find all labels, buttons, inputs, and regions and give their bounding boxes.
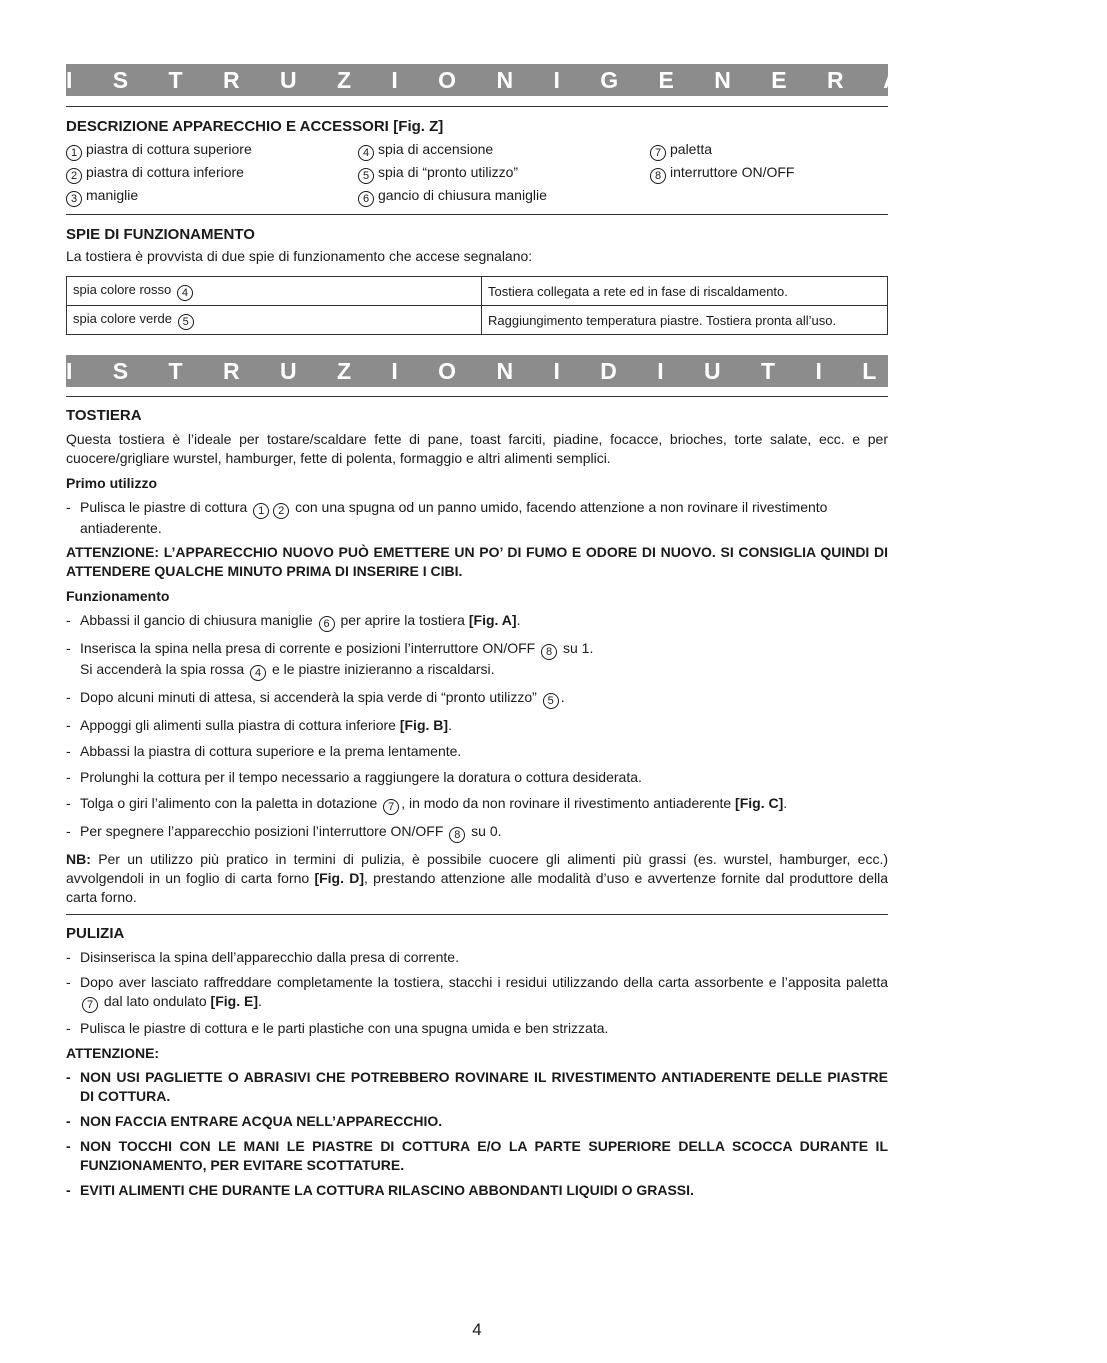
table-row: [67, 277, 888, 306]
list-text: Prolunghi la cottura per il tempo necessario a raggiungere la doratura o cottura desiderata.: [80, 769, 642, 785]
fig-ref: [Fig. D]: [314, 870, 365, 886]
list-dash: -: [66, 499, 71, 515]
number-badge: 7: [383, 799, 399, 815]
fig-ref: [Fig. Z]: [393, 118, 444, 135]
list-dash: -: [66, 974, 71, 990]
number-badge: 5: [178, 314, 194, 330]
list-text: Per spegnere l’apparecchio posizioni l’interruttore ON/OFF: [80, 823, 444, 839]
accessory-item: [358, 138, 650, 161]
list-dash: -: [66, 795, 71, 811]
pulizia-heading: PULIZIA: [66, 925, 125, 942]
accessory-item: [358, 161, 650, 184]
list-text: su 1.: [562, 640, 594, 656]
list-dash: -: [66, 640, 71, 656]
list-item: [66, 742, 888, 761]
primo-utilizzo-heading: Primo utilizzo: [66, 475, 157, 491]
list-text: per aprire la tostiera: [340, 612, 465, 628]
accessory-label: interruttore ON/OFF: [670, 164, 795, 180]
spia-label: spia colore verde: [73, 310, 172, 326]
list-item: [66, 973, 888, 1013]
divider: [66, 214, 888, 215]
list-text: con una spugna od un panno umido, facendo attenzione a non rovinare il rivestimento antiaderente.: [80, 499, 828, 536]
list-dash: -: [66, 717, 71, 733]
number-badge: 8: [650, 168, 666, 184]
number-badge: 6: [358, 191, 374, 207]
list-dash: -: [66, 1113, 71, 1129]
accessory-label: spia di “pronto utilizzo”: [378, 164, 519, 180]
list-item: [66, 688, 888, 709]
accessories-column: [66, 138, 358, 207]
number-badge: 6: [319, 616, 335, 632]
page-number: 4: [472, 1320, 482, 1339]
table-cell: [67, 277, 482, 306]
spie-intro: La tostiera è provvista di due spie di funzionamento che accese segnalano:: [66, 248, 533, 264]
list-dash: -: [66, 1069, 71, 1085]
number-badge: 2: [66, 168, 82, 184]
list-dash: -: [66, 1138, 71, 1154]
accessory-item: [650, 138, 888, 161]
warning-item: [66, 1181, 888, 1200]
divider: [66, 106, 888, 107]
number-badge: 4: [250, 665, 266, 681]
section-banner-generali: I S T R U Z I O N I G E N E R A L I: [66, 64, 888, 96]
list-text: su 0.: [471, 823, 502, 839]
tostiera-heading: TOSTIERA: [66, 407, 142, 424]
spia-label: spia colore rosso: [73, 281, 172, 297]
list-dash: -: [66, 689, 71, 705]
list-text: Disinserisca la spina dell’apparecchio dalla presa di corrente.: [80, 949, 459, 965]
number-badge: 3: [66, 191, 82, 207]
list-dash: -: [66, 612, 71, 628]
list-dash: -: [66, 1182, 71, 1198]
number-badge: 4: [358, 145, 374, 161]
accessory-item: [66, 161, 358, 184]
list-text: .: [448, 717, 452, 733]
table-cell: Raggiungimento temperatura piastre. Tostiera pronta all’uso.: [482, 306, 888, 335]
number-badge: 4: [177, 285, 193, 301]
list-text: .: [560, 689, 565, 705]
warning-text: NON FACCIA ENTRARE ACQUA NELL’APPARECCHIO.: [80, 1113, 443, 1129]
warning-item: [66, 1068, 888, 1106]
fig-ref: [Fig. B]: [399, 717, 449, 733]
divider: [66, 914, 888, 915]
number-badge: 8: [541, 644, 557, 660]
number-badge: 5: [543, 693, 559, 709]
accessory-item: [66, 138, 358, 161]
warning-text: NON USI PAGLIETTE O ABRASIVI CHE POTREBBERO ROVINARE IL RIVESTIMENTO ANTIADERENTE DELLE PIASTRE DI COTTURA.: [80, 1069, 888, 1104]
list-text: Dopo aver lasciato raffreddare completamente la tostiera, stacchi i residui utilizzando della carta assorbente e l’apposita paletta: [80, 974, 888, 990]
list-text: .: [783, 795, 788, 811]
list-item: [66, 768, 888, 787]
nb-text: , prestando attenzione alle modalità d’uso e avvertenze fornite dal produttore della carta forno.: [66, 870, 888, 905]
list-text: Tolga o giri l’alimento con la paletta in dotazione: [80, 795, 378, 811]
list-text: dal lato ondulato: [103, 993, 207, 1009]
divider: [66, 396, 888, 397]
list-item: [66, 716, 888, 735]
list-item: [66, 611, 888, 632]
list-dash: -: [66, 949, 71, 965]
list-dash: -: [66, 743, 71, 759]
list-item: [66, 1019, 888, 1038]
accessory-label: maniglie: [86, 187, 139, 203]
attenzione-warning: ATTENZIONE: L’APPARECCHIO NUOVO PUÒ EMETTERE UN PO’ DI FUMO E ODORE DI NUOVO. SI CONSIGLIA QUINDI DI ATTENDERE QUALCHE MINUTO PRIMA DI INSERIRE I CIBI.: [66, 544, 888, 579]
accessories-column: [358, 138, 650, 207]
table-row: [67, 306, 888, 335]
nb-note: [66, 850, 888, 907]
warning-text: EVITI ALIMENTI CHE DURANTE LA COTTURA RILASCINO ABBONDANTI LIQUIDI O GRASSI.: [80, 1182, 694, 1198]
accessory-label: paletta: [670, 141, 713, 157]
warning-item: [66, 1112, 888, 1131]
table-cell: [67, 306, 482, 335]
list-item: [66, 498, 888, 538]
list-text: Abbassi il gancio di chiusura maniglie: [80, 612, 313, 628]
accessory-item: [650, 161, 888, 184]
table-cell: Tostiera collegata a rete ed in fase di riscaldamento.: [482, 277, 888, 306]
list-text: .: [516, 612, 521, 628]
spie-table: [66, 276, 888, 335]
descrizione-heading: [66, 118, 888, 136]
accessories-column: [650, 138, 888, 207]
list-text: Pulisca le piastre di cottura: [80, 499, 248, 515]
nb-text: Per un utilizzo più pratico in termini di pulizia, è possibile cuocere gli alimenti più grassi (es. wurstel, hamburger, ecc.) avvolgendoli in un foglio di carta forno: [66, 851, 888, 886]
accessory-item: [358, 184, 650, 207]
list-item: [66, 948, 888, 967]
list-text: e le piastre inizieranno a riscaldarsi.: [271, 661, 495, 677]
list-text: Si accenderà la spia rossa: [80, 661, 245, 677]
number-badge: 2: [273, 503, 289, 519]
accessory-label: spia di accensione: [378, 141, 494, 157]
funzionamento-heading: Funzionamento: [66, 588, 170, 604]
list-dash: -: [66, 1020, 71, 1036]
list-text: , in modo da non rovinare il rivestimento antiaderente: [401, 795, 732, 811]
warning-text: NON TOCCHI CON LE MANI LE PIASTRE DI COTTURA E/O LA PARTE SUPERIORE DELLA SCOCCA DURANTE IL FUNZIONAMENTO, PER EVITARE SCOTTATURE.: [80, 1138, 888, 1173]
fig-ref: [Fig. A]: [468, 612, 517, 628]
list-item: [66, 794, 888, 815]
number-badge: 7: [650, 145, 666, 161]
accessory-item: [66, 184, 358, 207]
number-badge: 5: [358, 168, 374, 184]
list-text: Dopo alcuni minuti di attesa, si accenderà la spia verde di “pronto utilizzo”: [80, 689, 537, 705]
number-badge: 8: [449, 827, 465, 843]
accessory-label: gancio di chiusura maniglie: [378, 187, 547, 203]
document-page: [66, 64, 1107, 1200]
attenzione-heading: ATTENZIONE:: [66, 1045, 160, 1061]
descrizione-title: DESCRIZIONE APPARECCHIO E ACCESSORI: [66, 118, 389, 135]
list-dash: -: [66, 769, 71, 785]
number-badge: 1: [253, 503, 269, 519]
number-badge: 7: [82, 997, 98, 1013]
warning-item: [66, 1137, 888, 1175]
accessories-list: [66, 138, 888, 207]
spie-heading: SPIE DI FUNZIONAMENTO: [66, 226, 255, 243]
list-item: [66, 822, 888, 843]
number-badge: 1: [66, 145, 82, 161]
tostiera-intro: Questa tostiera è l’ideale per tostare/scaldare fette di pane, toast farciti, piadine, focacce, brioches, torte salate, ecc. e per cuocere/grigliare wurstel, hamburger, fette di polenta, formaggio e altri alimenti semplici.: [66, 431, 888, 466]
list-text: Appoggi gli alimenti sulla piastra di cottura inferiore: [80, 717, 396, 733]
list-text: .: [257, 993, 262, 1009]
nb-label: NB:: [66, 851, 91, 867]
list-text: Pulisca le piastre di cottura e le parti plastiche con una spugna umida e ben strizzata.: [80, 1020, 609, 1036]
fig-ref: [Fig. C]: [735, 795, 784, 811]
fig-ref: [Fig. E]: [210, 993, 258, 1009]
list-dash: -: [66, 823, 71, 839]
list-text: Abbassi la piastra di cottura superiore e la prema lentamente.: [80, 743, 462, 759]
accessory-label: piastra di cottura inferiore: [86, 164, 244, 180]
section-banner-utilizzo: I S T R U Z I O N I D I U T I L I Z Z O: [66, 355, 888, 387]
list-text: Inserisca la spina nella presa di corrente e posizioni l’interruttore ON/OFF: [80, 640, 536, 656]
list-item: [66, 639, 888, 681]
accessory-label: piastra di cottura superiore: [86, 141, 252, 157]
